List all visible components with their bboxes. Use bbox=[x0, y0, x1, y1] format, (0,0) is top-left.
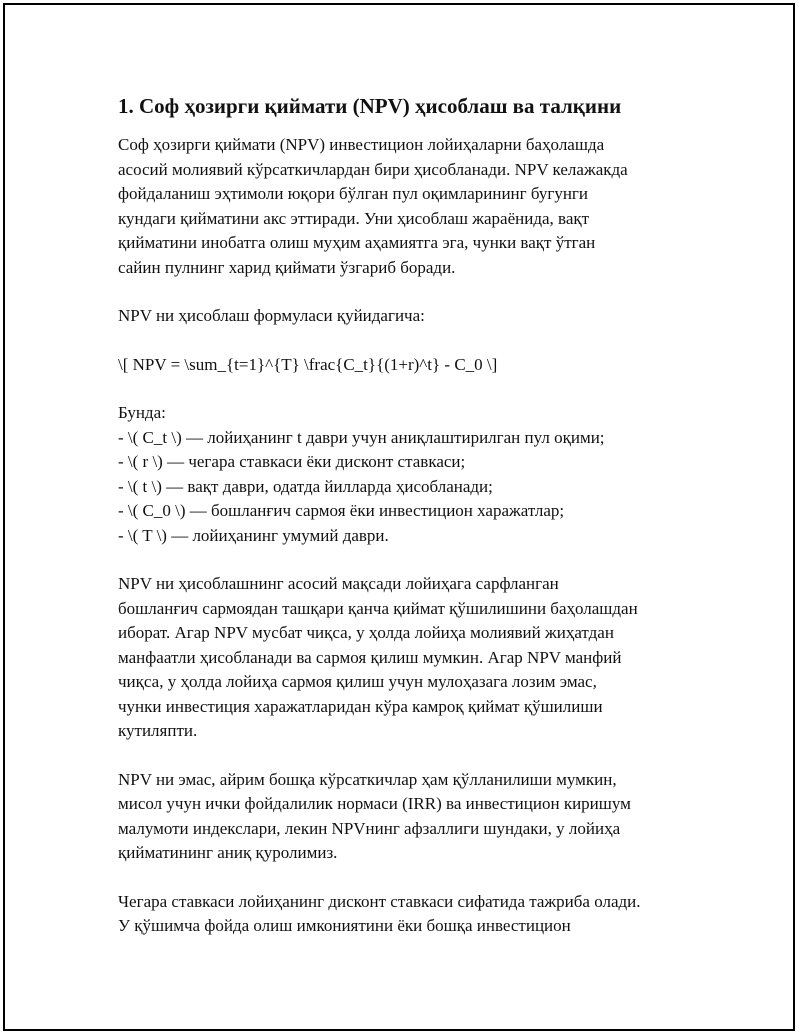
text-line: Чегара ставкаси лойиҳанинг дисконт ставкаси сифатида тажриба олади. bbox=[118, 891, 641, 911]
definition-item: - \( C_t \) — лойиҳанинг t даври учун аниқлаштирилган пул оқими; bbox=[118, 427, 605, 447]
text-line: сайин пулнинг харид қиймати ўзгариб боради. bbox=[118, 257, 456, 277]
formula bbox=[118, 353, 698, 378]
text-line: манфаатли ҳисобланади ва сармоя қилиш мумкин. Агар NPV манфий bbox=[118, 647, 622, 667]
text-line: NPV ни ҳисоблаш формуласи қуйидагича: bbox=[118, 306, 425, 325]
paragraph-formula-intro bbox=[118, 304, 698, 329]
text-line: чиқса, у ҳолда лойиҳа сармоя қилиш учун мулоҳазага лозим эмас, bbox=[118, 672, 597, 691]
section-heading: 1. Соф ҳозирги қиймати (NPV) ҳисоблаш ва талқини bbox=[118, 94, 622, 118]
definition-item: - \( r \) — чегара ставкаси ёки дисконт ставкаси; bbox=[118, 452, 466, 471]
text-line: иборат. Агар NPV мусбат чиқса, у ҳолда лойиҳа молиявий жиҳатдан bbox=[118, 623, 614, 642]
text-line: кутиляпти. bbox=[118, 721, 198, 740]
text-line: чунки инвестиция харажатларидан кўра камроқ қиймат қўшилиши bbox=[118, 696, 603, 716]
definition-item: - \( t \) — вақт даври, одатда йилларда ҳисобланади; bbox=[118, 476, 493, 496]
paragraph-purpose bbox=[118, 572, 698, 744]
definition-item: - \( C_0 \) — бошланғич сармоя ёки инвестицион харажатлар; bbox=[118, 501, 565, 520]
text-line: У қўшимча фойда олиш имкониятини ёки бошқа инвестицион bbox=[118, 916, 571, 935]
text-line: малумоти индекслари, лекин NPVнинг афзаллиги шундаки, у лойиҳа bbox=[118, 818, 621, 838]
text-line: фойдаланиш эҳтимоли юқори бўлган пул оқимларининг бугунги bbox=[118, 184, 588, 203]
text-line: қийматининг аниқ қуролимиз. bbox=[118, 843, 338, 862]
definitions-label: Бунда: bbox=[118, 403, 166, 422]
text-line: қийматини инобатга олиш муҳим аҳамиятга эга, чунки вақт ўтган bbox=[118, 233, 596, 252]
text-line: NPV ни эмас, айрим бошқа кўрсаткичлар ҳам қўлланилиши мумкин, bbox=[118, 769, 617, 789]
document-body bbox=[118, 93, 698, 963]
text-line: кундаги қийматини акс эттиради. Уни ҳисоблаш жараёнида, вақт bbox=[118, 208, 590, 228]
text-line: асосий молиявий кўрсаткичлардан бири ҳисобланади. NPV келажакда bbox=[118, 159, 628, 179]
formula-line: \[ NPV = \sum_{t=1}^{T} \frac{C_t}{(1+r)^t} - C_0 \] bbox=[118, 354, 498, 374]
paragraph-intro bbox=[118, 133, 698, 280]
paragraph-other-indicators bbox=[118, 768, 698, 866]
text-line: мисол учун ички фойдалилик нормаси (IRR) ва инвестицион киришум bbox=[118, 794, 631, 813]
text-line: NPV ни ҳисоблашнинг асосий мақсади лойиҳага сарфланган bbox=[118, 574, 559, 593]
definitions-list bbox=[118, 401, 698, 548]
text-line: Соф ҳозирги қиймати (NPV) инвестицион лойиҳаларни баҳолашда bbox=[118, 135, 605, 154]
text-line: бошланғич сармоядан ташқари қанча қиймат қўшилишини баҳолашдан bbox=[118, 598, 638, 618]
paragraph-discount-rate bbox=[118, 890, 698, 939]
definition-item: - \( T \) — лойиҳанинг умумий даври. bbox=[118, 525, 389, 545]
